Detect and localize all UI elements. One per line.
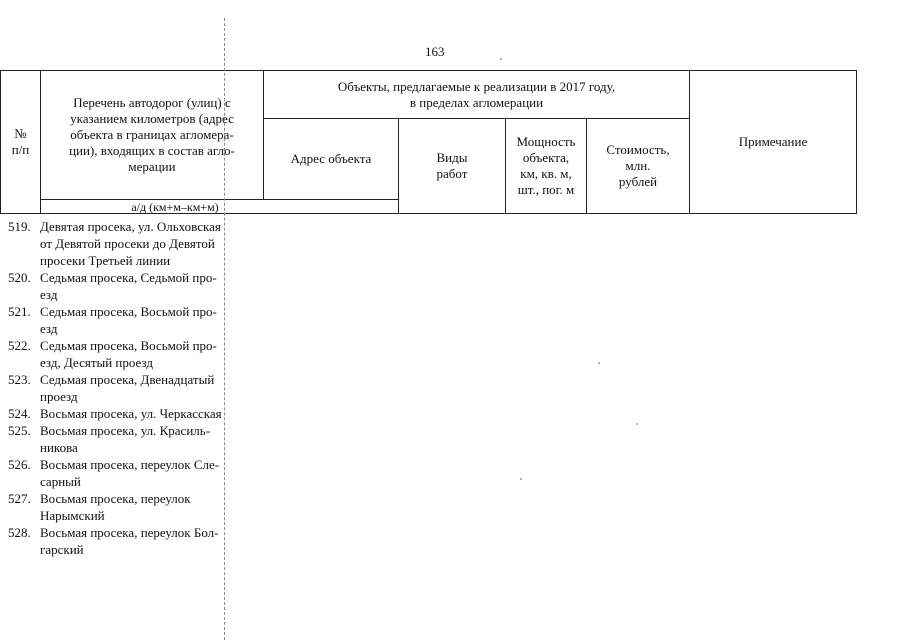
row-number: 522. (8, 338, 31, 353)
scan-fold-line (224, 18, 225, 640)
row-text: Седьмая просека, Восьмой про- езд, Десятый проезд (40, 338, 217, 370)
row-text: Седьмая просека, Седьмой про- езд (40, 270, 217, 302)
list-item (0, 456, 270, 490)
col-roads-sub-header: а/д (км+м–км+м) (131, 199, 219, 214)
row-text: Восьмая просека, переулок Бол- гарский (40, 525, 219, 557)
list-item (0, 371, 270, 405)
row-number: 526. (8, 457, 31, 472)
row-text: Восьмая просека, переулок Нарымский (40, 491, 191, 523)
list-item (0, 337, 270, 371)
row-number: 521. (8, 304, 31, 319)
row-text: Восьмая просека, ул. Черкасская (40, 406, 222, 421)
list-item (0, 490, 270, 524)
row-text: Восьмая просека, ул. Красиль- никова (40, 423, 211, 455)
list-item (0, 303, 270, 337)
scan-speck (598, 362, 600, 364)
scan-speck (520, 478, 522, 480)
row-number: 524. (8, 406, 31, 421)
list-item (0, 422, 270, 456)
page-number: 163 (425, 44, 445, 59)
row-text: Седьмая просека, Восьмой про- езд (40, 304, 217, 336)
scan-speck (500, 58, 502, 60)
road-list (0, 218, 270, 558)
list-item (0, 218, 270, 269)
row-number: 520. (8, 270, 31, 285)
row-number: 523. (8, 372, 31, 387)
col-num-header: № п/п (11, 126, 30, 157)
row-text: Девятая просека, ул. Ольховская от Девятой просеки до Девятой просеки Третьей линии (40, 219, 221, 268)
scan-speck (636, 423, 638, 425)
row-text: Седьмая просека, Двенадцатый проезд (40, 372, 215, 404)
list-item (0, 405, 270, 422)
row-number: 527. (8, 491, 31, 506)
list-item (0, 524, 270, 558)
col-works-header: Виды работ (436, 150, 468, 181)
list-item (0, 269, 270, 303)
row-number: 528. (8, 525, 31, 540)
col-capacity-header: Мощность объекта, км, кв. м, шт., пог. м (516, 134, 576, 197)
row-number: 519. (8, 219, 31, 234)
col-note-header: Примечание (738, 134, 808, 149)
col-address-header: Адрес объекта (290, 151, 372, 166)
row-text: Восьмая просека, переулок Сле- сарный (40, 457, 220, 489)
col-cost-header: Стоимость, млн. рублей (606, 142, 670, 189)
col-roads-header: Перечень автодорог (улиц) с указанием километров (адрес объекта в границах агломера- ции), входящих в состав агло- мерации (69, 95, 235, 174)
row-number: 525. (8, 423, 31, 438)
group-objects-header: Объекты, предлагаемые к реализации в 2017 году, в пределах агломерации (337, 78, 616, 110)
table-header (0, 70, 857, 214)
